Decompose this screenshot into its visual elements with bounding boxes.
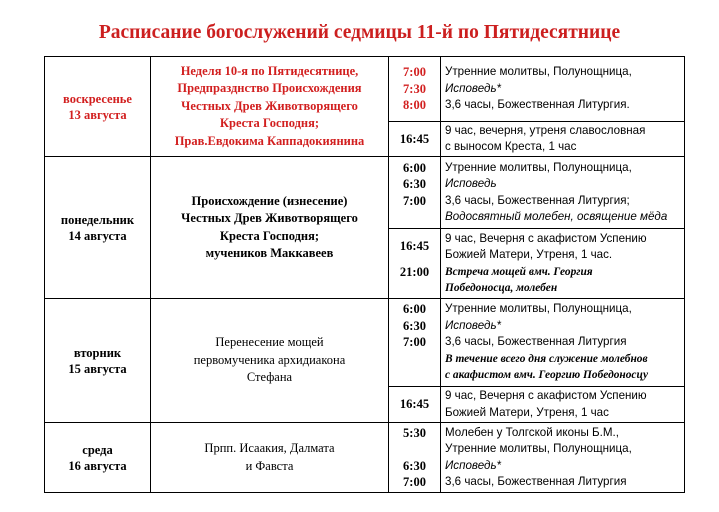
service-time: 5:30 bbox=[403, 425, 426, 440]
service-time: 16:45 bbox=[399, 239, 430, 254]
service-time: 8:00 bbox=[403, 98, 426, 113]
service-time: 6:30 bbox=[403, 177, 426, 191]
service-line: Встреча мощей вмч. Георгия bbox=[445, 265, 593, 278]
weekday: вторник bbox=[73, 345, 122, 360]
page-title: Расписание богослужений седмицы 11-й по Пятидесятнице bbox=[98, 22, 621, 43]
feast-line: Неделя 10-я по Пятидесятнице, bbox=[180, 63, 359, 78]
date: 14 августа bbox=[68, 228, 127, 243]
feast-line: Прпп. Исаакия, Далмата bbox=[204, 441, 335, 455]
service-line: 3,6 часы, Божественная Литургия bbox=[445, 335, 627, 349]
feast-line: Честных Древ Животворящего bbox=[181, 211, 358, 225]
schedule-row bbox=[45, 299, 685, 387]
times-cell bbox=[389, 157, 441, 229]
feast-line: и Фавста bbox=[245, 458, 294, 473]
service-line: Исповедь* bbox=[445, 458, 502, 472]
service-line: 3,6 часы, Божественная Литургия. bbox=[445, 98, 630, 112]
times-cell bbox=[389, 122, 441, 157]
feast-line: первомученика архидиакона bbox=[193, 352, 346, 367]
service-time: 21:00 bbox=[399, 264, 430, 279]
date: 16 августа bbox=[68, 458, 127, 473]
service-time: 16:45 bbox=[399, 131, 430, 146]
feast-line: Предпразднство Происхождения bbox=[177, 81, 362, 96]
weekday: среда bbox=[82, 442, 113, 457]
schedule-table bbox=[44, 56, 685, 493]
feast-line: Креста Господня; bbox=[219, 116, 320, 131]
service-line: Утренние молитвы, Полунощница, bbox=[445, 442, 632, 455]
service-line: В течение всего дня служение молебнов bbox=[445, 352, 648, 365]
services-cell bbox=[441, 157, 685, 229]
service-time: 7:00 bbox=[403, 65, 426, 80]
times-cell bbox=[389, 387, 441, 423]
service-line: 9 час, вечерня, утреня славословная bbox=[445, 123, 646, 137]
services-cell bbox=[441, 122, 685, 157]
service-line: с выносом Креста, 1 час bbox=[445, 140, 577, 153]
service-time: 7:00 bbox=[403, 335, 426, 349]
service-line: Исповедь bbox=[445, 177, 497, 190]
feast-line: Честных Древ Животворящего bbox=[181, 98, 358, 113]
day-cell bbox=[45, 57, 151, 157]
service-time: 16:45 bbox=[399, 397, 430, 412]
schedule-row bbox=[45, 423, 685, 493]
times-cell bbox=[389, 57, 441, 122]
service-line: Молебен у Толгской иконы Б.М., bbox=[445, 425, 619, 439]
feast-cell bbox=[151, 157, 389, 299]
feast-line: Стефана bbox=[246, 370, 293, 385]
service-line: Победоносца, молебен bbox=[445, 282, 558, 294]
service-line: с акафистом вмч. Георгию Победоносцу bbox=[445, 369, 649, 382]
day-cell bbox=[45, 299, 151, 423]
service-line: 3,6 часы, Божественная Литургия; bbox=[445, 193, 630, 207]
date: 15 августа bbox=[68, 361, 127, 376]
service-line: Божией Матери, Утреня, 1 час. bbox=[445, 248, 613, 261]
feast-cell bbox=[151, 57, 389, 157]
schedule-row bbox=[45, 157, 685, 229]
service-time: 6:00 bbox=[403, 302, 426, 316]
services-cell bbox=[441, 423, 685, 493]
feast-line: Перенесение мощей bbox=[215, 335, 324, 350]
date: 13 августа bbox=[68, 107, 127, 122]
feast-line: Происхождение (изнесение) bbox=[191, 193, 348, 208]
feast-line: Прав.Евдокима Каппадокиянина bbox=[174, 133, 365, 148]
services-cell bbox=[441, 57, 685, 122]
feast-cell bbox=[151, 299, 389, 423]
services-cell bbox=[441, 229, 685, 299]
feast-line: Креста Господня; bbox=[219, 228, 320, 243]
service-line: Утренние молитвы, Полунощница, bbox=[445, 160, 632, 174]
services-cell bbox=[441, 299, 685, 387]
weekday: понедельник bbox=[60, 212, 135, 227]
service-time: 7:00 bbox=[403, 475, 426, 489]
service-line: 3,6 часы, Божественная Литургия bbox=[445, 475, 627, 488]
service-time: 6:30 bbox=[403, 458, 426, 473]
service-line: Утренние молитвы, Полунощница, bbox=[445, 302, 632, 316]
schedule-row bbox=[45, 57, 685, 122]
weekday: воскресенье bbox=[63, 91, 132, 106]
service-time: 7:30 bbox=[403, 81, 426, 96]
service-time: 7:00 bbox=[403, 193, 426, 208]
times-cell bbox=[389, 423, 441, 493]
service-line: Исповедь* bbox=[445, 318, 502, 332]
times-cell bbox=[389, 229, 441, 299]
service-line: 9 час, Вечерня с акафистом Успению bbox=[445, 389, 647, 402]
service-line: Божией Матери, Утреня, 1 час bbox=[445, 405, 609, 419]
service-time: 6:00 bbox=[403, 160, 426, 175]
times-cell bbox=[389, 299, 441, 387]
day-cell bbox=[45, 423, 151, 493]
service-line: Исповедь* bbox=[445, 81, 502, 95]
day-cell bbox=[45, 157, 151, 299]
service-line: Утренние молитвы, Полунощница, bbox=[445, 65, 632, 79]
feast-line: мучеников Маккавеев bbox=[205, 246, 334, 260]
service-time: 6:30 bbox=[403, 318, 426, 333]
services-cell bbox=[441, 387, 685, 423]
service-line: 9 час, Вечерня с акафистом Успению bbox=[445, 231, 647, 245]
feast-cell bbox=[151, 423, 389, 493]
service-line: Водосвятный молебен, освящение мёда bbox=[445, 210, 668, 223]
